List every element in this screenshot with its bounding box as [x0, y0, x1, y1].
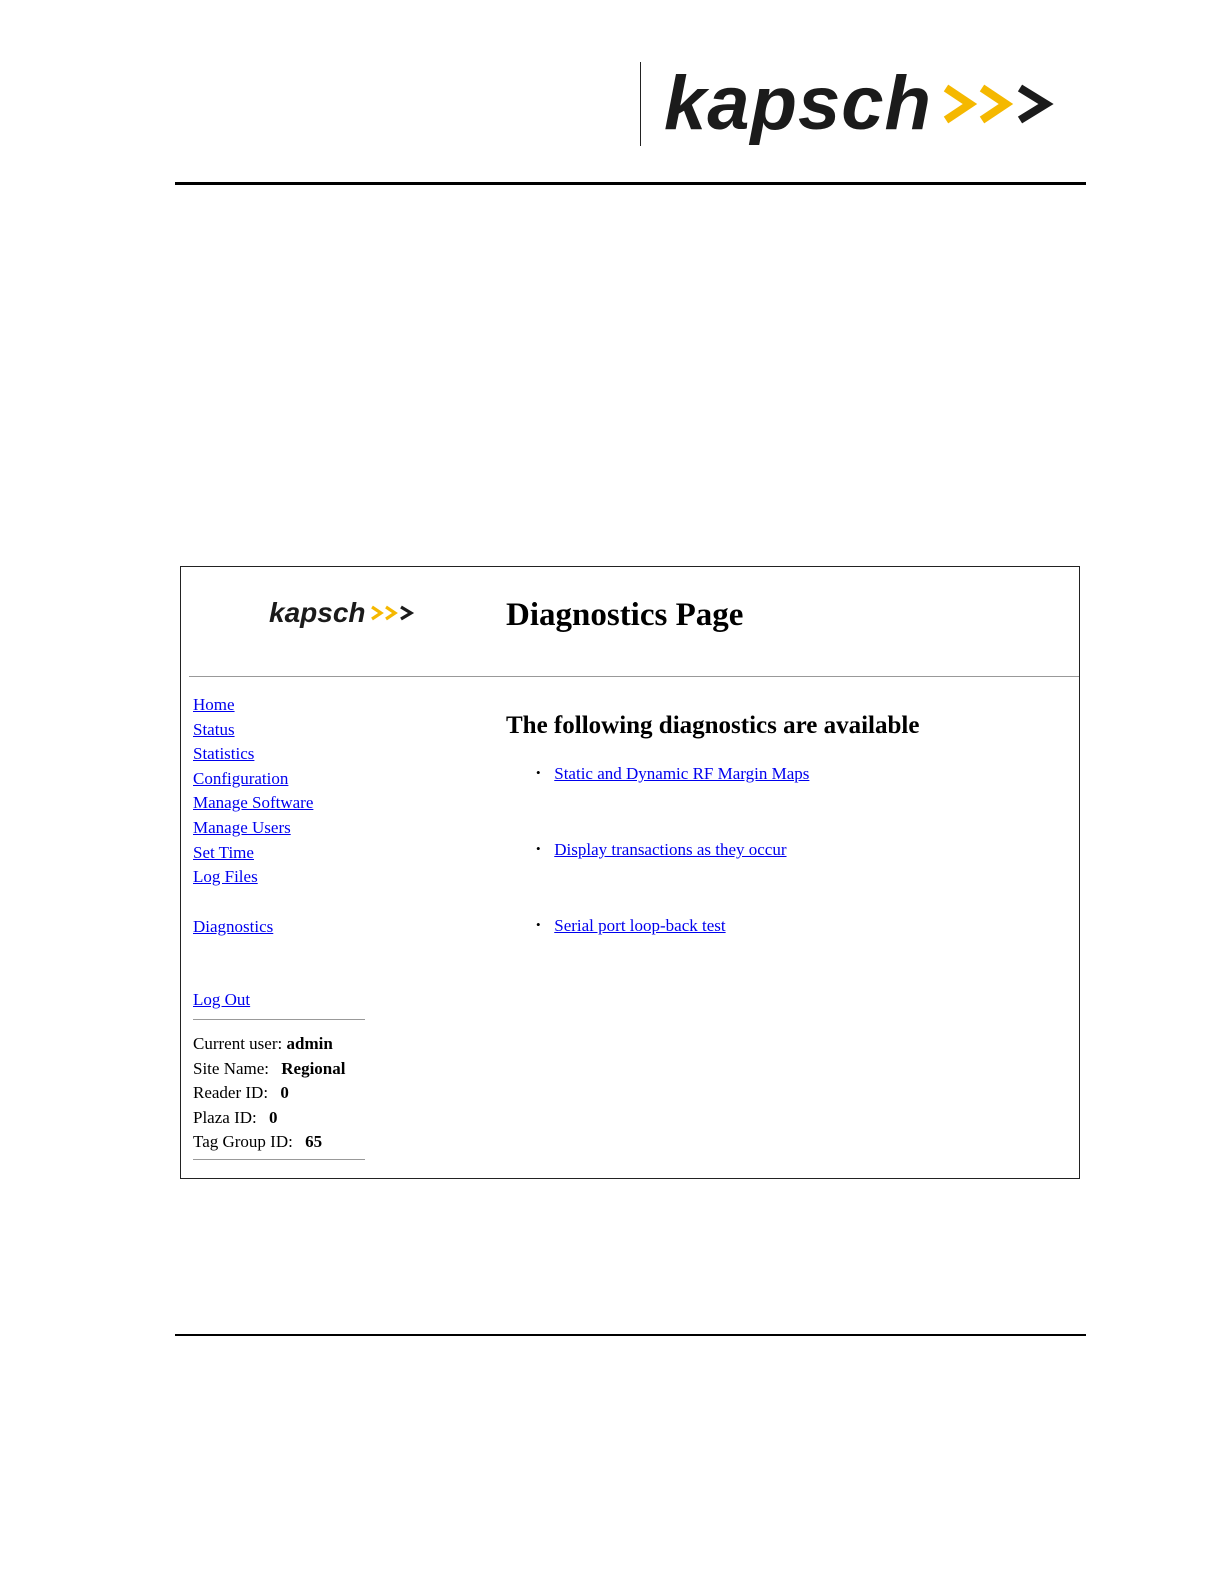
display-transactions-link[interactable]: Display transactions as they occur	[554, 840, 787, 859]
nav-spacer	[193, 939, 393, 988]
bullet-icon: •	[536, 841, 541, 856]
nav-link-statistics[interactable]: Statistics	[193, 744, 255, 764]
nav-link-log-out[interactable]: Log Out	[193, 990, 251, 1010]
brand-chevrons-icon	[940, 80, 1058, 128]
app-logo	[269, 599, 416, 627]
diagnostic-list-item	[536, 840, 787, 860]
serial-loopback-test-link[interactable]: Serial port loop-back test	[554, 916, 726, 935]
nav-link-status[interactable]: Status	[193, 719, 235, 739]
diagnostic-list-item	[536, 764, 809, 784]
current-user-value: admin	[286, 1033, 333, 1053]
info-divider-bottom	[193, 1159, 365, 1160]
tag-group-id-label: Tag Group ID:	[193, 1132, 293, 1152]
nav-link-diagnostics[interactable]: Diagnostics	[193, 916, 274, 936]
logo-divider	[640, 62, 641, 146]
nav-link-manage-software[interactable]: Manage Software	[193, 793, 314, 813]
rf-margin-maps-link[interactable]: Static and Dynamic RF Margin Maps	[554, 764, 810, 783]
site-name-value: Regional	[281, 1058, 346, 1078]
current-user-row	[193, 1032, 393, 1057]
nav-link-manage-users[interactable]: Manage Users	[193, 817, 291, 837]
reader-id-row	[193, 1081, 393, 1106]
document-logo	[664, 61, 1058, 146]
site-name-label: Site Name:	[193, 1058, 270, 1078]
bullet-icon: •	[536, 765, 541, 780]
document-logo-wordmark: kapsch	[664, 61, 932, 146]
site-name-row	[193, 1057, 393, 1082]
tag-group-id-row	[193, 1130, 393, 1155]
page-title: Diagnostics Page	[506, 597, 744, 633]
current-user-label: Current user:	[193, 1033, 283, 1053]
nav-spacer	[193, 890, 393, 915]
nav-link-set-time[interactable]: Set Time	[193, 842, 254, 862]
footer-rule	[175, 1334, 1086, 1336]
bullet-icon: •	[536, 917, 541, 932]
app-brand-chevrons-icon	[370, 603, 416, 623]
diagnostic-list-item	[536, 916, 726, 936]
web-ui-screenshot	[180, 566, 1080, 1179]
tag-group-id-value: 65	[305, 1132, 323, 1152]
nav-link-configuration[interactable]: Configuration	[193, 768, 289, 788]
reader-id-value: 0	[280, 1083, 289, 1103]
nav-link-home[interactable]: Home	[193, 695, 235, 714]
app-logo-wordmark: kapsch	[269, 597, 366, 628]
plaza-id-label: Plaza ID:	[193, 1107, 257, 1127]
reader-id-label: Reader ID:	[193, 1083, 269, 1103]
plaza-id-value: 0	[268, 1107, 278, 1127]
header-separator	[189, 676, 1079, 677]
session-info	[193, 1020, 393, 1159]
nav-link-log-files[interactable]: Log Files	[193, 867, 258, 887]
header-rule	[175, 182, 1086, 185]
plaza-id-row	[193, 1106, 393, 1131]
sidebar-nav	[193, 693, 393, 1160]
diagnostics-heading: The following diagnostics are available	[506, 712, 920, 739]
